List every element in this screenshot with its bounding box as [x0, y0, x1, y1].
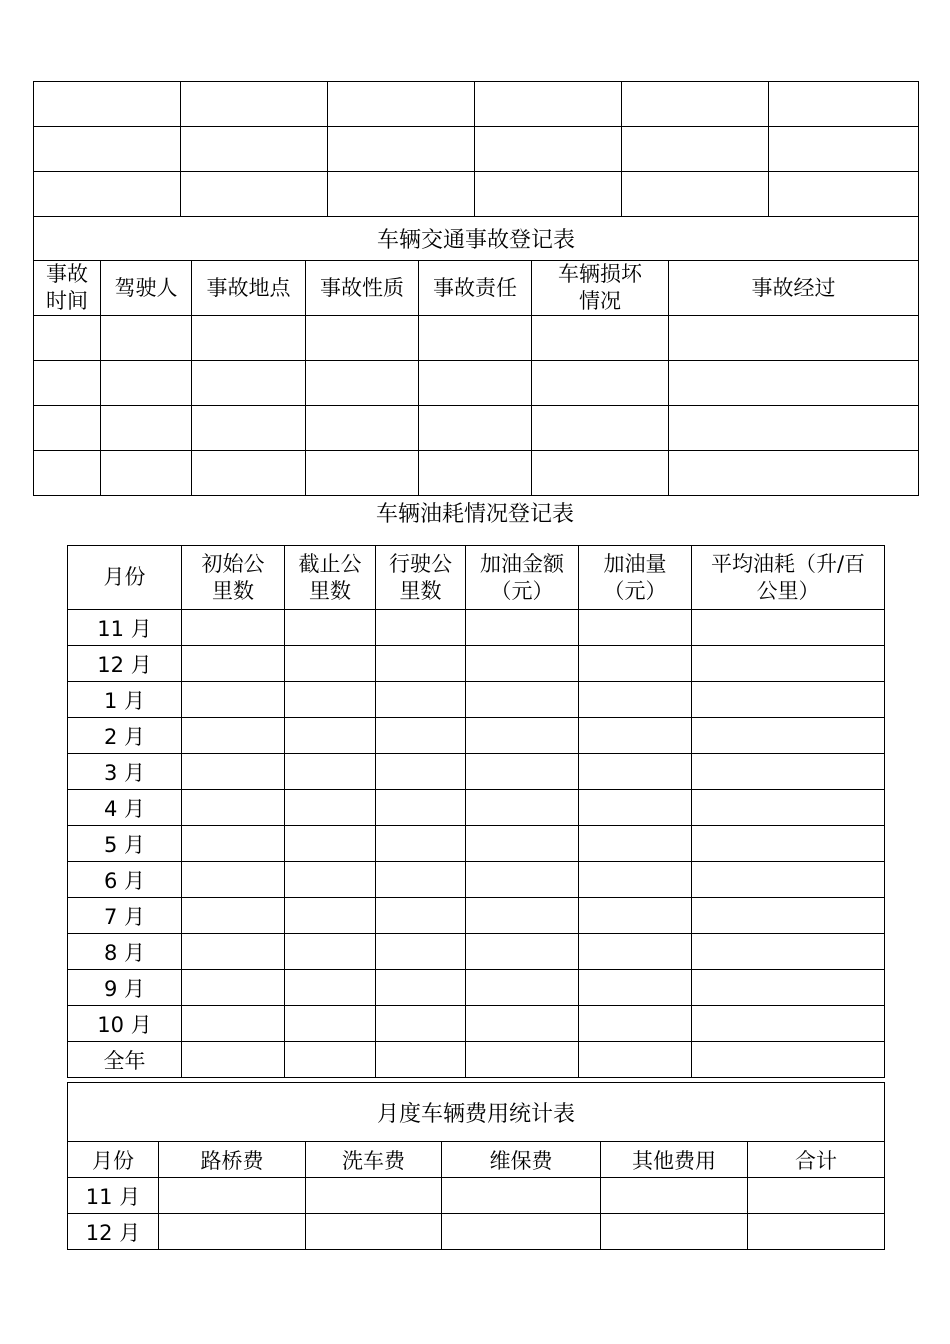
row-label: 7 月	[68, 898, 182, 934]
col-header: 月份	[68, 546, 182, 610]
table-row	[68, 898, 885, 934]
table-row	[68, 790, 885, 826]
row-label: 3 月	[68, 754, 182, 790]
row-label: 9 月	[68, 970, 182, 1006]
row-label: 11 月	[68, 1178, 159, 1214]
table-row	[68, 862, 885, 898]
col-header: 加油金额（元）	[466, 546, 579, 610]
col-header: 其他费用	[601, 1142, 748, 1178]
row-label: 12 月	[68, 1214, 159, 1250]
blank-grid-top	[33, 81, 919, 217]
row-label: 8 月	[68, 934, 182, 970]
table-row	[34, 127, 919, 172]
table-row	[68, 754, 885, 790]
table-row	[68, 826, 885, 862]
table-row	[34, 172, 919, 217]
col-header: 车辆损坏情况	[532, 261, 669, 316]
table-row	[34, 451, 919, 496]
col-header: 截止公里数	[285, 546, 376, 610]
table-row	[68, 970, 885, 1006]
fuel-table	[67, 545, 885, 1078]
table-header-row	[34, 261, 919, 316]
table-row	[34, 406, 919, 451]
table-row	[68, 1178, 885, 1214]
row-label: 11 月	[68, 610, 182, 646]
col-header: 事故性质	[306, 261, 419, 316]
expense-table	[67, 1082, 885, 1250]
col-header: 事故时间	[34, 261, 101, 316]
row-label: 全年	[68, 1042, 182, 1078]
row-label: 5 月	[68, 826, 182, 862]
col-header: 路桥费	[159, 1142, 306, 1178]
col-header: 平均油耗（升/百公里）	[692, 546, 885, 610]
table-row	[68, 682, 885, 718]
accident-table-title: 车辆交通事故登记表	[34, 217, 919, 261]
col-header: 加油量（元）	[579, 546, 692, 610]
col-header: 维保费	[442, 1142, 601, 1178]
row-label: 4 月	[68, 790, 182, 826]
col-header: 月份	[68, 1142, 159, 1178]
accident-table	[33, 216, 919, 496]
col-header: 事故地点	[192, 261, 306, 316]
col-header: 洗车费	[306, 1142, 442, 1178]
table-row	[68, 1214, 885, 1250]
row-label: 1 月	[68, 682, 182, 718]
table-row	[34, 316, 919, 361]
row-label: 12 月	[68, 646, 182, 682]
table-row	[34, 82, 919, 127]
table-header-row	[68, 546, 885, 610]
row-label: 2 月	[68, 718, 182, 754]
expense-table-title: 月度车辆费用统计表	[68, 1083, 885, 1142]
fuel-table-title: 车辆油耗情况登记表	[375, 502, 574, 527]
col-header: 合计	[748, 1142, 885, 1178]
row-label: 6 月	[68, 862, 182, 898]
table-header-row	[68, 1142, 885, 1178]
table-row	[34, 361, 919, 406]
col-header: 事故责任	[419, 261, 532, 316]
table-row	[68, 646, 885, 682]
col-header: 驾驶人	[101, 261, 192, 316]
table-row	[68, 1042, 885, 1078]
table-row	[68, 718, 885, 754]
table-row	[68, 1006, 885, 1042]
col-header: 事故经过	[669, 261, 919, 316]
col-header: 初始公里数	[182, 546, 285, 610]
row-label: 10 月	[68, 1006, 182, 1042]
table-row	[68, 934, 885, 970]
table-row	[68, 610, 885, 646]
col-header: 行驶公里数	[376, 546, 466, 610]
